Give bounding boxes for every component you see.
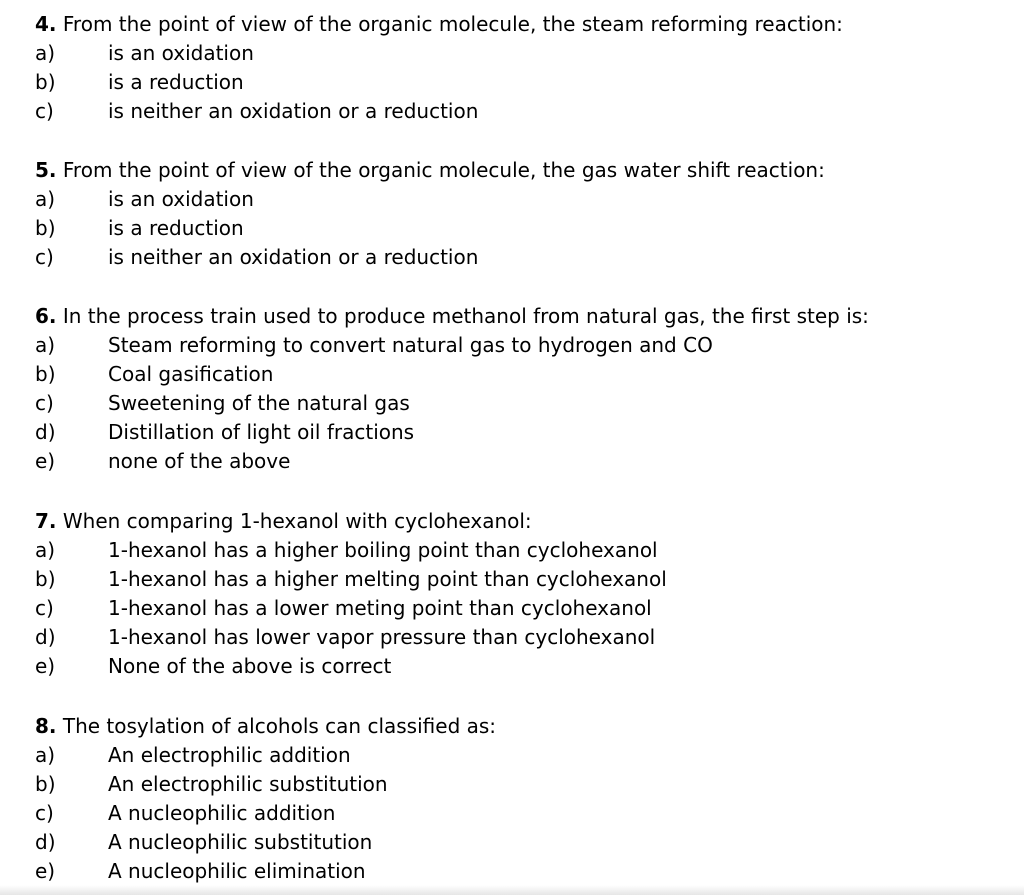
option-letter: a) xyxy=(35,187,56,211)
answer-option xyxy=(35,741,995,770)
option-text: None of the above is correct xyxy=(108,654,392,678)
option-text: A nucleophilic substitution xyxy=(108,830,373,854)
option-letter: a) xyxy=(35,41,56,65)
answer-option xyxy=(35,770,995,799)
option-letter: d) xyxy=(35,420,56,444)
answer-option xyxy=(35,214,995,243)
answer-option xyxy=(35,185,995,214)
question-stem xyxy=(35,712,995,741)
question-6 xyxy=(35,302,995,476)
option-letter: d) xyxy=(35,830,56,854)
option-text: is a reduction xyxy=(108,70,244,94)
option-text: 1-hexanol has a higher boiling point than cyclohexanol xyxy=(108,538,658,562)
option-text: is neither an oxidation or a reduction xyxy=(108,245,479,269)
answer-option xyxy=(35,68,995,97)
option-letter: d) xyxy=(35,625,56,649)
question-number: 6. xyxy=(35,304,57,328)
option-letter: b) xyxy=(35,216,56,240)
answer-option xyxy=(35,799,995,828)
answer-option xyxy=(35,828,995,857)
answer-option xyxy=(35,857,995,886)
question-text: When comparing 1-hexanol with cyclohexanol: xyxy=(62,509,532,533)
question-4 xyxy=(35,10,995,126)
question-5 xyxy=(35,156,995,272)
option-text: 1-hexanol has lower vapor pressure than cyclohexanol xyxy=(108,625,656,649)
option-text: 1-hexanol has a lower meting point than cyclohexanol xyxy=(108,596,652,620)
option-letter: c) xyxy=(35,99,54,123)
option-text: An electrophilic substitution xyxy=(108,772,388,796)
option-text: Sweetening of the natural gas xyxy=(108,391,410,415)
option-letter: a) xyxy=(35,538,56,562)
question-stem xyxy=(35,302,995,331)
option-text: An electrophilic addition xyxy=(108,743,351,767)
option-letter: b) xyxy=(35,70,56,94)
option-text: Steam reforming to convert natural gas to hydrogen and CO xyxy=(108,333,713,357)
option-letter: c) xyxy=(35,801,54,825)
option-text: A nucleophilic addition xyxy=(108,801,336,825)
question-7 xyxy=(35,507,995,681)
answer-option xyxy=(35,565,995,594)
question-text: From the point of view of the organic molecule, the steam reforming reaction: xyxy=(62,12,843,36)
option-text: A nucleophilic elimination xyxy=(108,859,366,883)
answer-option xyxy=(35,623,995,652)
answer-option xyxy=(35,536,995,565)
option-letter: a) xyxy=(35,333,56,357)
answer-option xyxy=(35,652,995,681)
option-text: Distillation of light oil fractions xyxy=(108,420,415,444)
answer-option xyxy=(35,389,995,418)
option-letter: c) xyxy=(35,391,54,415)
answer-option xyxy=(35,39,995,68)
answer-option xyxy=(35,360,995,389)
option-letter: c) xyxy=(35,596,54,620)
option-text: none of the above xyxy=(108,449,291,473)
question-stem xyxy=(35,507,995,536)
answer-option xyxy=(35,331,995,360)
answer-option xyxy=(35,97,995,126)
question-text: The tosylation of alcohols can classified as: xyxy=(62,714,497,738)
option-text: Coal gasification xyxy=(108,362,274,386)
option-letter: e) xyxy=(35,449,56,473)
option-text: is an oxidation xyxy=(108,41,254,65)
question-stem xyxy=(35,156,995,185)
option-letter: e) xyxy=(35,859,56,883)
question-number: 4. xyxy=(35,12,57,36)
answer-option xyxy=(35,594,995,623)
question-number: 5. xyxy=(35,158,57,182)
option-text: is an oxidation xyxy=(108,187,254,211)
option-letter: a) xyxy=(35,743,56,767)
question-text: From the point of view of the organic molecule, the gas water shift reaction: xyxy=(62,158,825,182)
page-bottom-edge xyxy=(0,885,1024,895)
question-8 xyxy=(35,712,995,886)
option-letter: c) xyxy=(35,245,54,269)
option-letter: b) xyxy=(35,362,56,386)
answer-option xyxy=(35,418,995,447)
question-text: In the process train used to produce methanol from natural gas, the first step is: xyxy=(62,304,869,328)
option-letter: b) xyxy=(35,772,56,796)
question-stem xyxy=(35,10,995,39)
answer-option xyxy=(35,243,995,272)
answer-option xyxy=(35,447,995,476)
option-letter: b) xyxy=(35,567,56,591)
option-text: is a reduction xyxy=(108,216,244,240)
question-number: 7. xyxy=(35,509,57,533)
option-letter: e) xyxy=(35,654,56,678)
option-text: 1-hexanol has a higher melting point than cyclohexanol xyxy=(108,567,667,591)
question-number: 8. xyxy=(35,714,57,738)
option-text: is neither an oxidation or a reduction xyxy=(108,99,479,123)
